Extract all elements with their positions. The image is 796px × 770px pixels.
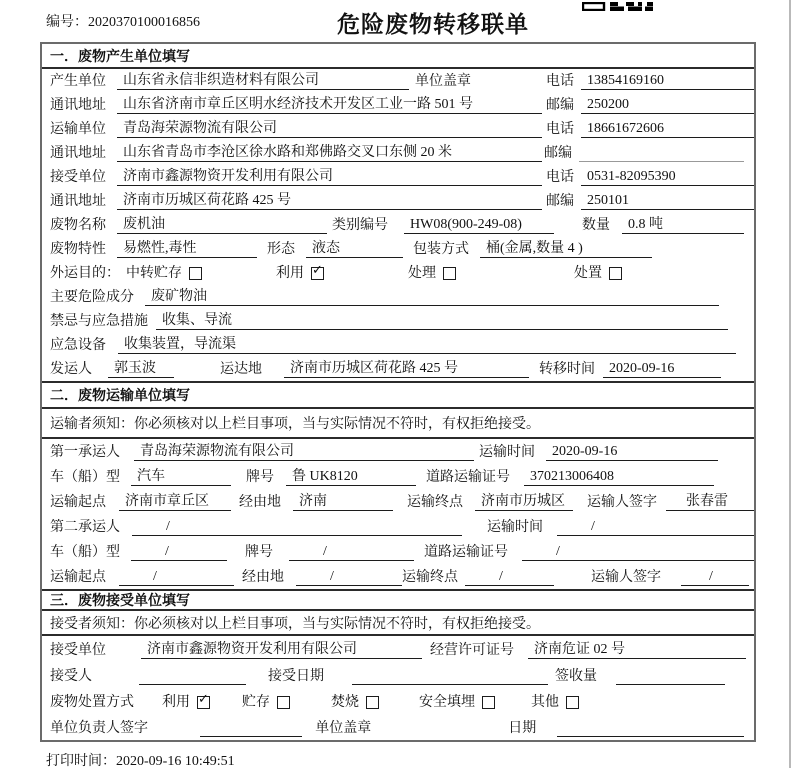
disposal-option-other [531, 691, 579, 711]
receiver-zip-value: 250101 [581, 193, 754, 210]
hazard-component-value: 废矿物油 [145, 285, 719, 306]
transporter-phone-group [546, 118, 754, 138]
receiving-unit-row [42, 636, 754, 662]
checkbox-icon [197, 696, 210, 709]
signed-quantity-label: 签收量 [555, 669, 597, 684]
checkbox-icon [277, 696, 290, 709]
dispatcher-row [42, 357, 754, 381]
transporter-address-value: 山东省青岛市李沧区徐水路和郑佛路交叉口东侧 20 米 [117, 141, 542, 162]
zip-label: 邮编 [546, 194, 574, 209]
section2-title: 二．废物运输单位填写 [42, 381, 754, 409]
responsible-signature-label: 单位负责人签字 [50, 721, 148, 736]
form-state-value: 液态 [306, 237, 403, 258]
receiver-address-label: 通讯地址 [50, 194, 106, 209]
transporter-unit-row [42, 117, 754, 141]
receiver-phone-value: 0531-82095390 [581, 169, 754, 186]
destination-value: 济南市历城区荷花路 425 号 [284, 357, 529, 378]
receiver-notice: 接受者须知：你必须核对以上栏目事项，当与实际情况不符时，有权拒绝接受。 [42, 611, 754, 636]
checkbox-icon [311, 267, 324, 280]
disposal-option-landfill [419, 691, 495, 711]
packaging-value: 桶(金属,数量 4 ) [480, 237, 652, 258]
transporter-unit-label: 运输单位 [50, 122, 106, 137]
hazard-component-row [42, 285, 754, 309]
option-label: 处理 [408, 266, 436, 281]
route-end-value: 济南市历城区 [475, 490, 573, 511]
waste-property-row [42, 237, 754, 261]
option-label: 处置 [574, 266, 602, 281]
transport-time-value: 2020-09-16 [546, 444, 718, 461]
route-end-label: 运输终点 [402, 570, 458, 585]
option-label: 安全填埋 [419, 695, 475, 710]
checkbox-icon [366, 696, 379, 709]
checkbox-icon [566, 696, 579, 709]
vehicle-type-value: 汽车 [131, 465, 231, 486]
route-end-label: 运输终点 [407, 495, 463, 510]
category-code-label: 类别编号 [332, 218, 388, 233]
quantity-label: 数量 [582, 218, 610, 233]
packaging-label: 包装方式 [413, 242, 469, 257]
option-label: 焚烧 [331, 695, 359, 710]
route-start-label: 运输起点 [50, 495, 106, 510]
option-label: 贮存 [242, 695, 270, 710]
purpose-row [42, 261, 754, 285]
receiver-address-row [42, 189, 754, 213]
transporter-unit-value: 青岛海荣源物流有限公司 [117, 117, 542, 138]
checkbox-icon [609, 267, 622, 280]
vehicle-type-value: / [131, 544, 227, 561]
producer-unit-row [42, 69, 754, 93]
print-time [46, 750, 235, 770]
purpose-option-treat [408, 262, 456, 282]
route1-row [42, 489, 754, 514]
form-state-label: 形态 [267, 242, 295, 257]
waste-property-label: 废物特性 [50, 242, 106, 257]
qr-code-icon [582, 0, 653, 16]
receiver-person-label: 接受人 [50, 669, 92, 684]
receiver-address-value: 济南市历城区荷花路 425 号 [117, 189, 542, 210]
producer-zip-value: 250200 [581, 97, 754, 114]
page-title: 危险废物转移联单 [337, 11, 529, 37]
purpose-option-utilize [276, 262, 324, 282]
waste-name-label: 废物名称 [50, 218, 106, 233]
via-label: 经由地 [239, 495, 281, 510]
phone-label: 电话 [546, 122, 574, 137]
receiver-unit-value: 济南市鑫源物资开发利用有限公司 [117, 165, 542, 186]
manifest-form-table [40, 42, 756, 742]
carrier-signature-label: 运输人签字 [587, 495, 657, 510]
receiver-phone-group [546, 166, 754, 186]
checkbox-icon [189, 267, 202, 280]
zip-label: 邮编 [546, 98, 574, 113]
section1-title: 一．废物产生单位填写 [42, 44, 754, 69]
purpose-option-transfer-storage [126, 262, 202, 282]
road-permit-value: 370213006408 [524, 469, 714, 486]
transport-time-label: 运输时间 [487, 520, 543, 535]
receive-date-label: 接受日期 [268, 669, 324, 684]
receiver-person-row [42, 662, 754, 688]
signoff-row [42, 714, 754, 740]
quantity-value: 0.8 吨 [622, 213, 744, 234]
window-right-edge [789, 0, 791, 768]
waste-name-row [42, 213, 754, 237]
disposal-method-row [42, 688, 754, 714]
producer-zip-group [546, 94, 754, 114]
vehicle1-row [42, 464, 754, 489]
unit-seal-label: 单位盖章 [415, 74, 471, 89]
receiver-unit-row [42, 165, 754, 189]
producer-phone-group [546, 70, 754, 90]
disposal-option-storage [242, 691, 290, 711]
serial-label: 编号： [46, 15, 88, 30]
first-carrier-value: 青岛海荣源物流有限公司 [134, 440, 474, 461]
receiving-unit-label: 接受单位 [50, 643, 106, 658]
second-carrier-row [42, 514, 754, 539]
producer-address-row [42, 93, 754, 117]
license-number-label: 经营许可证号 [430, 643, 514, 658]
disposal-method-label: 废物处置方式 [50, 695, 134, 710]
route-start-label: 运输起点 [50, 570, 106, 585]
emergency-equipment-row [42, 333, 754, 357]
transporter-address-label: 通讯地址 [50, 146, 106, 161]
zip-label: 邮编 [544, 146, 572, 161]
vehicle-type-label: 车（船）型 [50, 470, 120, 485]
checkbox-icon [482, 696, 495, 709]
receiver-unit-label: 接受单位 [50, 170, 106, 185]
waste-property-value: 易燃性,毒性 [117, 237, 257, 258]
transporter-notice: 运输者须知：你必须核对以上栏目事项，当与实际情况不符时，有权拒绝接受。 [42, 409, 754, 439]
option-label: 其他 [531, 695, 559, 710]
date-value [557, 736, 744, 737]
producer-address-value: 山东省济南市章丘区明水经济技术开发区工业一路 501 号 [117, 93, 542, 114]
phone-label: 电话 [546, 170, 574, 185]
responsible-signature-value [200, 736, 302, 737]
plate-number-value: 鲁 UK8120 [286, 465, 416, 486]
receiver-zip-group [546, 190, 754, 210]
via-label: 经由地 [242, 570, 284, 585]
via-value: / [296, 569, 402, 586]
transfer-time-label: 转移时间 [539, 362, 595, 377]
route-end-value: / [465, 569, 554, 586]
disposal-option-incinerate [331, 691, 379, 711]
emergency-equipment-label: 应急设备 [50, 338, 106, 353]
transport-time-value: / [557, 519, 754, 536]
phone-label: 电话 [546, 74, 574, 89]
first-carrier-label: 第一承运人 [50, 445, 120, 460]
purpose-option-dispose [574, 262, 622, 282]
category-code-value: HW08(900-249-08) [404, 217, 554, 234]
receive-date-value [352, 684, 548, 685]
transporter-zip-group [544, 142, 744, 162]
taboo-measures-row [42, 309, 754, 333]
vehicle-type-label: 车（船）型 [50, 545, 120, 560]
route-start-value: 济南市章丘区 [119, 490, 231, 511]
carrier-signature-label: 运输人签字 [591, 570, 661, 585]
receiver-person-value [139, 684, 246, 685]
transporter-phone-value: 18661672606 [581, 121, 754, 138]
producer-unit-label: 产生单位 [50, 74, 106, 89]
serial-value: 2020370100016856 [88, 15, 200, 30]
dispatcher-value: 郭玉波 [108, 357, 174, 378]
second-carrier-label: 第二承运人 [50, 520, 120, 535]
road-permit-value: / [522, 544, 754, 561]
option-label: 利用 [276, 266, 304, 281]
signed-quantity-value [616, 684, 725, 685]
destination-label: 运达地 [220, 362, 262, 377]
purpose-label: 外运目的： [50, 266, 120, 281]
plate-number-label: 牌号 [245, 545, 273, 560]
producer-phone-value: 13854169160 [581, 73, 754, 90]
plate-number-value: / [289, 544, 414, 561]
option-label: 利用 [162, 695, 190, 710]
unit-seal-label: 单位盖章 [315, 721, 372, 736]
receiving-unit-value: 济南市鑫源物资开发利用有限公司 [141, 638, 422, 659]
via-value: 济南 [293, 490, 393, 511]
taboo-measures-label: 禁忌与应急措施 [50, 314, 148, 329]
transporter-address-row [42, 141, 754, 165]
emergency-equipment-value: 收集装置，导流渠 [118, 333, 736, 354]
road-permit-label: 道路运输证号 [424, 545, 508, 560]
road-permit-label: 道路运输证号 [426, 470, 510, 485]
section3-title: 三．废物接受单位填写 [42, 589, 754, 611]
print-time-value: 2020-09-16 10:49:51 [116, 754, 235, 769]
producer-address-label: 通讯地址 [50, 98, 106, 113]
producer-unit-value: 山东省永信非织造材料有限公司 [117, 69, 409, 90]
transport-time-label: 运输时间 [479, 445, 535, 460]
first-carrier-row [42, 439, 754, 464]
plate-number-label: 牌号 [246, 470, 274, 485]
checkbox-icon [443, 267, 456, 280]
dispatcher-label: 发运人 [50, 362, 92, 377]
license-number-value: 济南危证 02 号 [528, 638, 746, 659]
quantity-group [582, 213, 744, 234]
taboo-measures-value: 收集、导流 [156, 309, 728, 330]
vehicle2-row [42, 539, 754, 564]
second-carrier-value: / [132, 519, 462, 536]
carrier-signature-value: 张春雷 [666, 490, 754, 511]
date-label: 日期 [508, 721, 537, 736]
route2-row [42, 564, 754, 589]
waste-name-value: 废机油 [117, 213, 327, 234]
disposal-option-utilize [162, 691, 210, 711]
transporter-zip-value [579, 161, 744, 162]
carrier-signature-value: / [681, 569, 749, 586]
hazard-component-label: 主要危险成分 [50, 290, 134, 305]
transfer-time-value: 2020-09-16 [603, 361, 721, 378]
print-time-label: 打印时间： [46, 754, 116, 769]
option-label: 中转贮存 [126, 266, 182, 281]
route-start-value: / [119, 569, 234, 586]
